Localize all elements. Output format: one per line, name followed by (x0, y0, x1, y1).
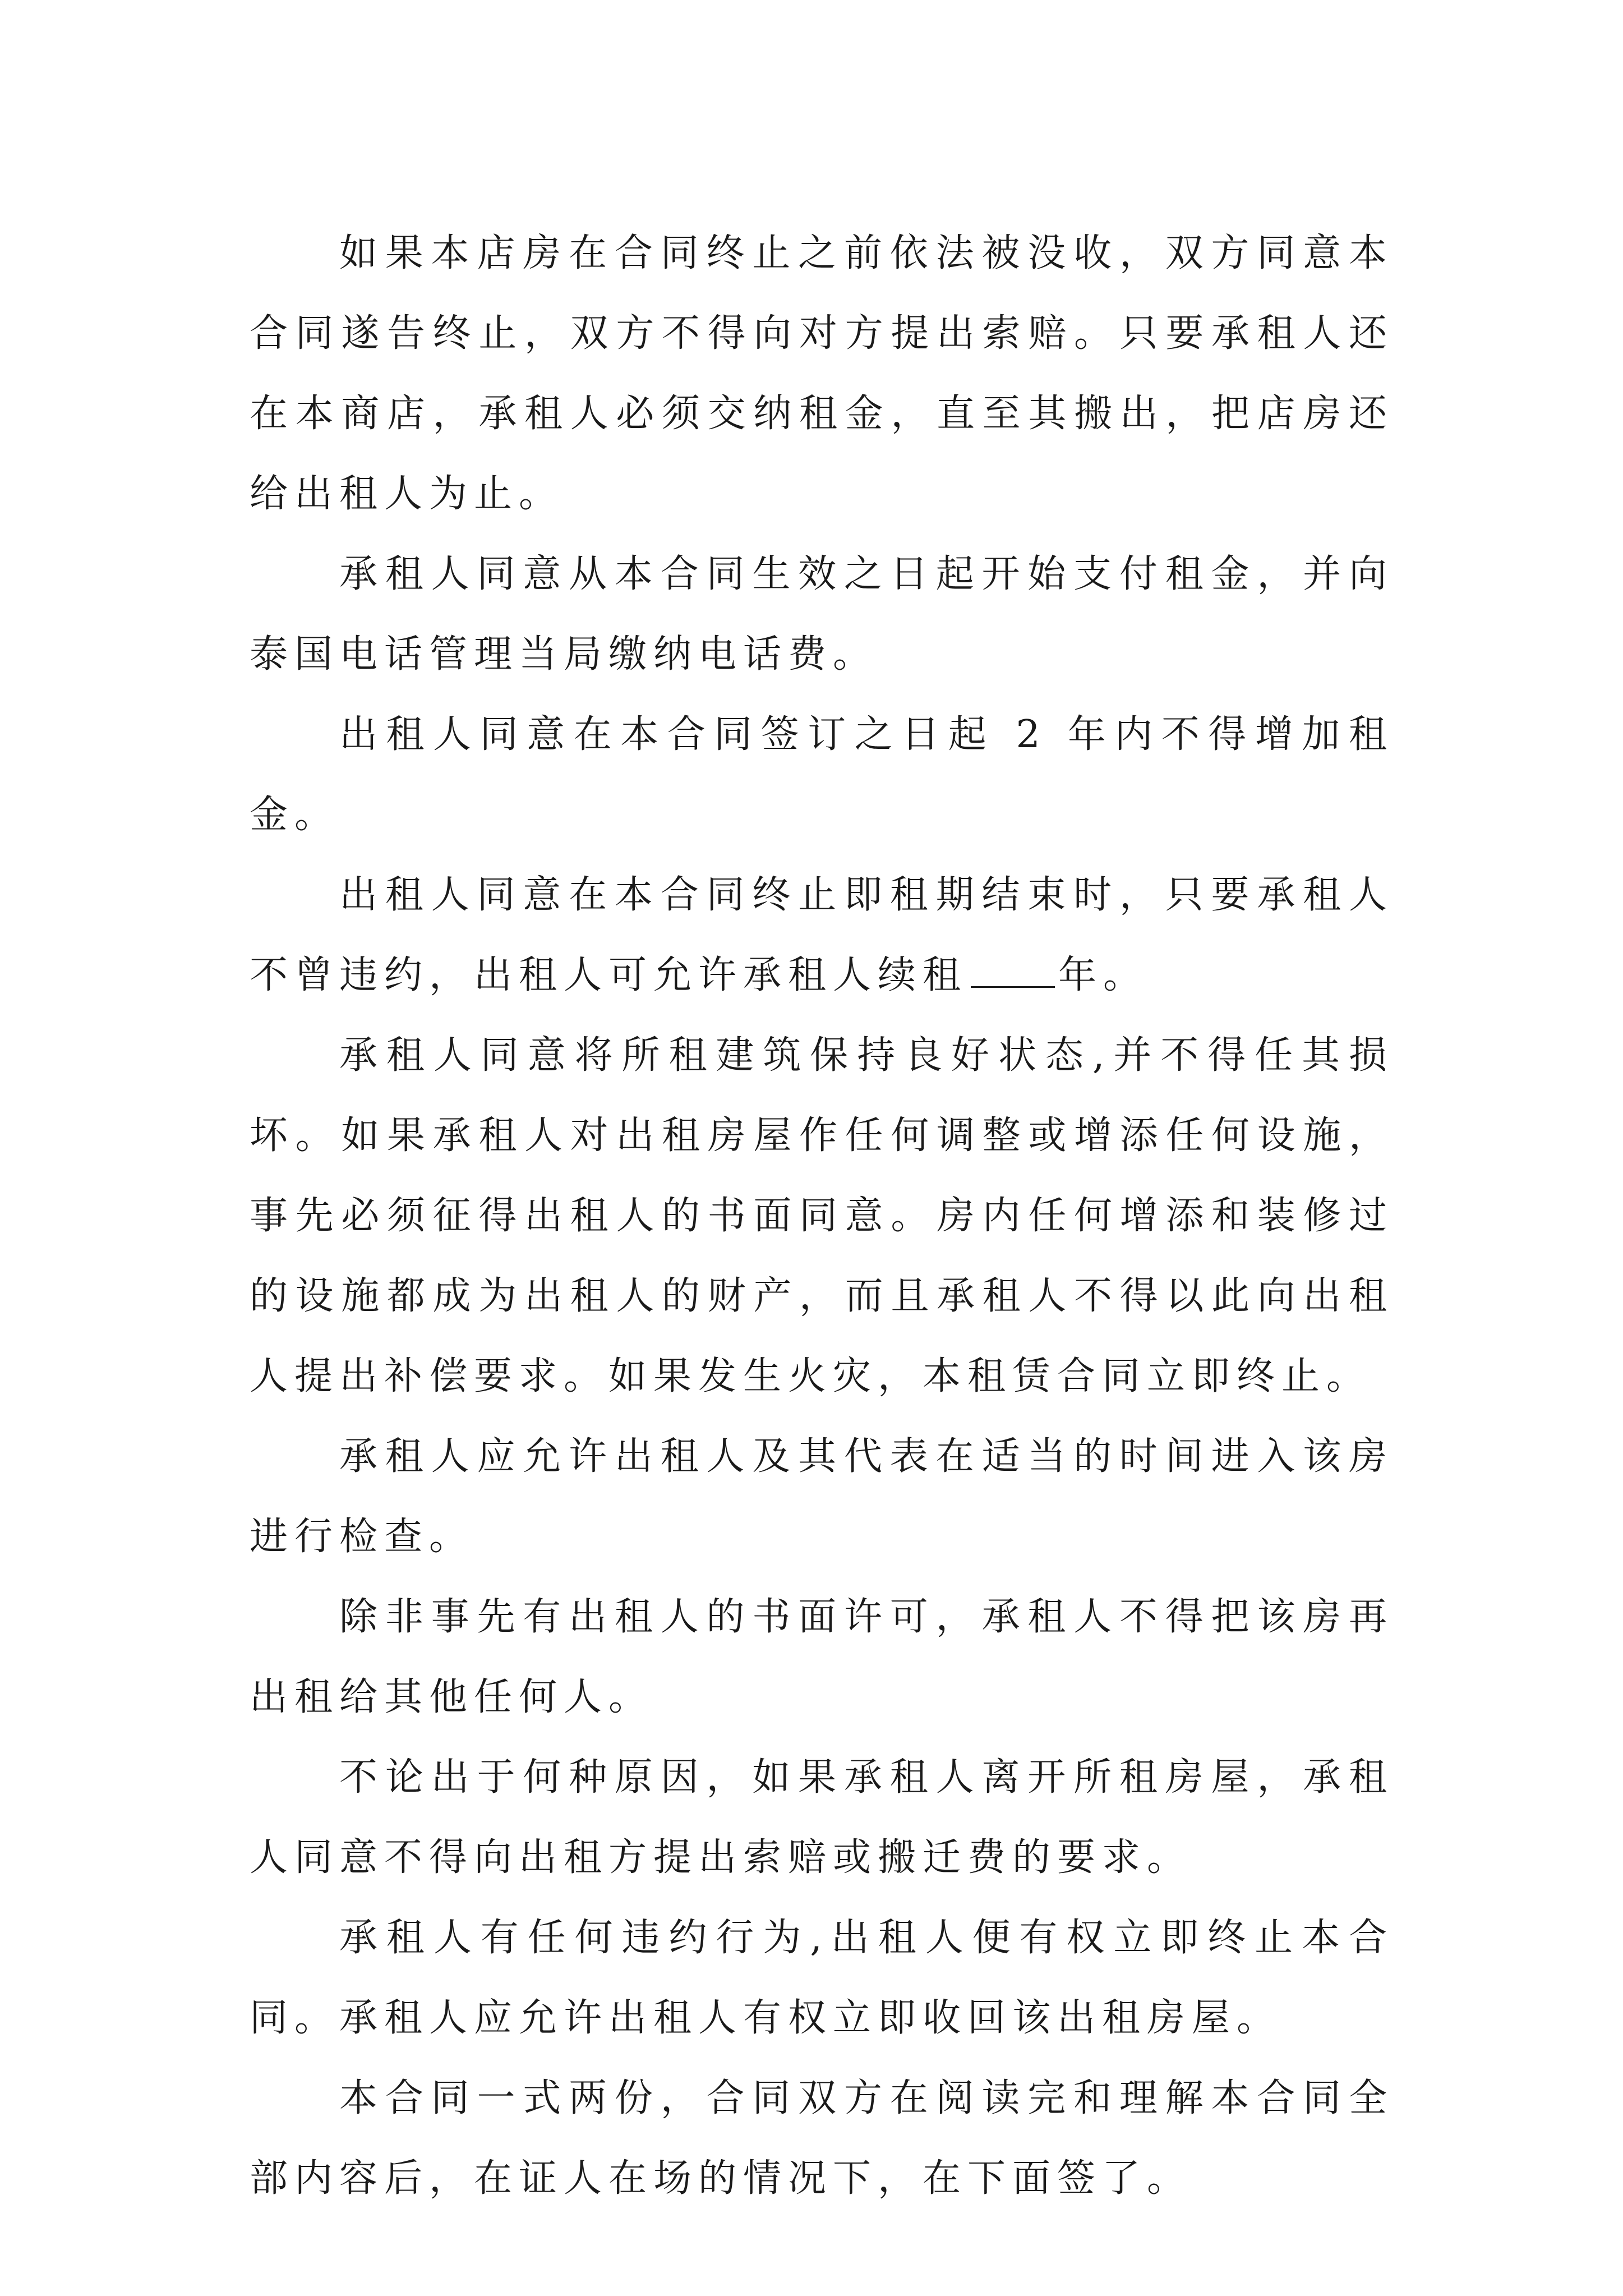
paragraph-renewal (250, 855, 1394, 1015)
paragraph-breach: 承租人有任何违约行为,出租人便有权立即终止本合同。承租人应允许出租人有权立即收回该出租房屋。 (250, 1916, 1394, 2040)
paragraph-no-rent-increase: 出租人同意在本合同签订之日起 2 年内不得增加租金。 (250, 712, 1394, 837)
document-body (250, 213, 1394, 2219)
paragraph-inspection: 承租人应允许出租人及其代表在适当的时间进入该房进行检查。 (250, 1434, 1394, 1559)
renewal-text-after: 年。 (1058, 953, 1149, 997)
renewal-text-before: 出租人同意在本合同终止即租期结束时，只要承租人不曾违约，出租人可允许承租人续租 (250, 873, 1394, 997)
paragraph-confiscation: 如果本店房在合同终止之前依法被没收，双方同意本合同遂告终止，双方不得向对方提出索赔。只要承租人还在本商店，承租人必须交纳租金，直至其搬出，把店房还给出租人为止。 (250, 231, 1394, 516)
paragraph-sublet: 除非事先有出租人的书面许可，承租人不得把该房再出租给其他任何人。 (250, 1595, 1394, 1719)
paragraph-maintenance: 承租人同意将所租建筑保持良好状态,并不得任其损坏。如果承租人对出租房屋作任何调整或增添任何设施，事先必须征得出租人的书面同意。房内任何增添和装修过的设施都成为出租人的财产，而且承租人不得以此向出租人提出补偿要求。如果发生火灾，本租赁合同立即终止。 (250, 1033, 1394, 1398)
paragraph-no-claims: 不论出于何种原因，如果承租人离开所租房屋，承租人同意不得向出租方提出索赔或搬迁费的要求。 (250, 1755, 1394, 1880)
paragraph-copies: 本合同一式两份，合同双方在阅读完和理解本合同全部内容后，在证人在场的情况下，在下面签了。 (250, 2076, 1394, 2201)
paragraph-rent-start: 承租人同意从本合同生效之日起开始支付租金，并向泰国电话管理当局缴纳电话费。 (250, 552, 1394, 677)
renewal-years-blank (971, 953, 1055, 988)
